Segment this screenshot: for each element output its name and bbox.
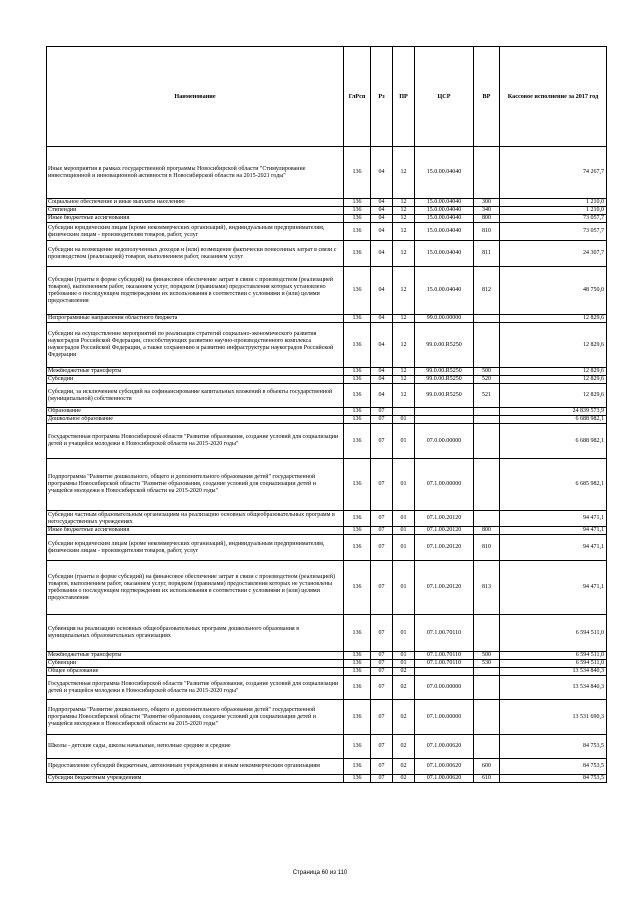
cell-vr: 811 bbox=[474, 241, 500, 267]
table-row bbox=[47, 376, 607, 384]
budget-table-sheet bbox=[46, 46, 606, 783]
cell-name: Школы - детские сады, школы начальные, неполные средние и средние bbox=[47, 735, 344, 759]
cell-csr: 15.0.00.04040 bbox=[415, 207, 474, 215]
cell-csr: 99.0.00.R5250 bbox=[415, 384, 474, 408]
cell-name: Дошкольное образование bbox=[47, 416, 344, 424]
cell-vr bbox=[474, 459, 500, 511]
cell-rz: 07 bbox=[371, 660, 393, 668]
cell-name: Субсидии юридическим лицам (кроме некоммерческих организаций), индивидуальным предпринимателям, физическим лицам - производителям товаров, работ, услуг bbox=[47, 535, 344, 561]
cell-pr: 12 bbox=[393, 323, 415, 368]
cell-rz: 07 bbox=[371, 561, 393, 615]
cell-csr: 07.0.00.00000 bbox=[415, 424, 474, 459]
cell-csr: 15.0.00.04040 bbox=[415, 241, 474, 267]
cell-name: Иные мероприятия в рамках государственной программы Новосибирской области "Стимулирование инвестиционной и инновационной активности в Новосибирской области на 2015-2021 годы" bbox=[47, 147, 344, 199]
cell-amount: 6 688 982,1 bbox=[500, 416, 607, 424]
cell-glrsp: 136 bbox=[344, 615, 371, 652]
cell-rz: 07 bbox=[371, 700, 393, 735]
cell-rz: 04 bbox=[371, 207, 393, 215]
cell-vr bbox=[474, 700, 500, 735]
cell-vr bbox=[474, 668, 500, 676]
table-row bbox=[47, 527, 607, 535]
cell-rz: 07 bbox=[371, 408, 393, 416]
table-row bbox=[47, 775, 607, 783]
cell-pr: 12 bbox=[393, 376, 415, 384]
cell-glrsp: 136 bbox=[344, 267, 371, 315]
cell-csr: 07.1.00.70110 bbox=[415, 660, 474, 668]
cell-rz: 04 bbox=[371, 215, 393, 223]
cell-amount: 94 471,1 bbox=[500, 511, 607, 527]
cell-vr bbox=[474, 147, 500, 199]
table-row bbox=[47, 215, 607, 223]
cell-amount: 24 307,7 bbox=[500, 241, 607, 267]
header-rz: Рз bbox=[371, 47, 393, 147]
cell-rz: 07 bbox=[371, 459, 393, 511]
table-row bbox=[47, 267, 607, 315]
cell-rz: 07 bbox=[371, 535, 393, 561]
table-row bbox=[47, 759, 607, 775]
cell-amount: 73 057,7 bbox=[500, 223, 607, 241]
cell-amount: 13 534 840,3 bbox=[500, 676, 607, 700]
cell-csr: 07.1.00.20120 bbox=[415, 535, 474, 561]
table-row bbox=[47, 315, 607, 323]
budget-execution-table bbox=[46, 46, 607, 783]
cell-rz: 04 bbox=[371, 323, 393, 368]
cell-amount: 94 471,1 bbox=[500, 535, 607, 561]
cell-rz: 07 bbox=[371, 668, 393, 676]
cell-vr: 340 bbox=[474, 207, 500, 215]
cell-vr: 610 bbox=[474, 775, 500, 783]
cell-glrsp: 136 bbox=[344, 660, 371, 668]
cell-name: Субсидии (гранты в форме субсидий) на финансовое обеспечение затрат в связи с производством (реализацией) товаров, выполнением работ, оказанием услуг, порядком (правилами) предоставления которых не установлены требования о последующем подтверждении их использования в соответствии с условиями и (или) целями предоставления bbox=[47, 561, 344, 615]
cell-vr bbox=[474, 511, 500, 527]
cell-pr: 12 bbox=[393, 223, 415, 241]
cell-csr bbox=[415, 668, 474, 676]
cell-name: Межбюджетные трансферты bbox=[47, 368, 344, 376]
table-row bbox=[47, 676, 607, 700]
cell-amount: 6 688 982,1 bbox=[500, 424, 607, 459]
cell-pr: 01 bbox=[393, 416, 415, 424]
header-pr: ПР bbox=[393, 47, 415, 147]
cell-csr: 07.1.00.00000 bbox=[415, 459, 474, 511]
cell-csr: 07.1.00.70110 bbox=[415, 615, 474, 652]
cell-pr: 01 bbox=[393, 424, 415, 459]
table-row bbox=[47, 700, 607, 735]
cell-glrsp: 136 bbox=[344, 735, 371, 759]
cell-name: Иные бюджетные ассигнования bbox=[47, 527, 344, 535]
table-row bbox=[47, 199, 607, 207]
cell-pr: 01 bbox=[393, 615, 415, 652]
cell-name: Субсидии (гранты в форме субсидий) на финансовое обеспечение затрат в связи с производством (реализацией товаров), выполнением работ, оказанием услуг, порядком (правилами) предоставления которых установлено требование о последующем подтверждении их использования в соответствии с условиями и (или) целями предоставления bbox=[47, 267, 344, 315]
cell-csr: 07.1.00.20120 bbox=[415, 561, 474, 615]
cell-pr: 12 bbox=[393, 315, 415, 323]
table-row bbox=[47, 668, 607, 676]
cell-name: Подпрограмма "Развитие дошкольного, общего и дополнительного образования детей" государственной программы Новосибирской области "Развитие образования, создание условий для социализации детей и учащейся молодежи в Новосибирской области на 2015-2020 годы" bbox=[47, 700, 344, 735]
cell-pr: 02 bbox=[393, 700, 415, 735]
cell-pr: 01 bbox=[393, 527, 415, 535]
cell-vr: 600 bbox=[474, 759, 500, 775]
cell-amount: 1 210,0 bbox=[500, 199, 607, 207]
cell-rz: 04 bbox=[371, 267, 393, 315]
cell-name: Субсидии бюджетным учреждениям bbox=[47, 775, 344, 783]
table-row bbox=[47, 660, 607, 668]
cell-glrsp: 136 bbox=[344, 408, 371, 416]
cell-csr: 07.1.00.70110 bbox=[415, 652, 474, 660]
cell-name: Субсидии частным образовательным организациям на реализацию основных общеобразовательных программ в негосударственных учреждениях bbox=[47, 511, 344, 527]
cell-pr: 01 bbox=[393, 660, 415, 668]
cell-csr: 07.1.00.00620 bbox=[415, 735, 474, 759]
cell-glrsp: 136 bbox=[344, 535, 371, 561]
cell-vr bbox=[474, 424, 500, 459]
cell-amount: 6 594 511,0 bbox=[500, 615, 607, 652]
cell-pr: 12 bbox=[393, 267, 415, 315]
cell-csr bbox=[415, 408, 474, 416]
cell-vr bbox=[474, 416, 500, 424]
table-row bbox=[47, 615, 607, 652]
cell-rz: 04 bbox=[371, 223, 393, 241]
cell-glrsp: 136 bbox=[344, 527, 371, 535]
table-row bbox=[47, 384, 607, 408]
cell-vr bbox=[474, 315, 500, 323]
cell-vr: 813 bbox=[474, 561, 500, 615]
cell-rz: 04 bbox=[371, 368, 393, 376]
cell-name: Субсидии на возмещение недополученных доходов и (или) возмещение фактически понесенных затрат в связи с производством (реализацией) товаров, выполнением работ, оказанием услуг bbox=[47, 241, 344, 267]
cell-rz: 07 bbox=[371, 527, 393, 535]
table-row bbox=[47, 207, 607, 215]
cell-glrsp: 136 bbox=[344, 241, 371, 267]
cell-csr: 99.0.00.R5250 bbox=[415, 323, 474, 368]
cell-amount: 12 829,6 bbox=[500, 323, 607, 368]
cell-glrsp: 136 bbox=[344, 147, 371, 199]
cell-csr: 07.1.00.00620 bbox=[415, 759, 474, 775]
cell-csr: 15.0.00.04040 bbox=[415, 199, 474, 207]
cell-amount: 13 534 840,3 bbox=[500, 668, 607, 676]
page-footer: Страница 60 из 110 bbox=[292, 870, 348, 876]
table-row bbox=[47, 241, 607, 267]
cell-pr: 12 bbox=[393, 241, 415, 267]
cell-glrsp: 136 bbox=[344, 511, 371, 527]
cell-pr: 12 bbox=[393, 368, 415, 376]
cell-vr: 300 bbox=[474, 199, 500, 207]
cell-rz: 04 bbox=[371, 384, 393, 408]
header-vr: ВР bbox=[474, 47, 500, 147]
table-row bbox=[47, 735, 607, 759]
cell-glrsp: 136 bbox=[344, 700, 371, 735]
table-row bbox=[47, 424, 607, 459]
cell-glrsp: 136 bbox=[344, 199, 371, 207]
cell-glrsp: 136 bbox=[344, 561, 371, 615]
cell-pr: 01 bbox=[393, 459, 415, 511]
cell-glrsp: 136 bbox=[344, 368, 371, 376]
cell-csr: 07.1.00.00620 bbox=[415, 775, 474, 783]
header-csr: ЦСР bbox=[415, 47, 474, 147]
cell-vr: 500 bbox=[474, 652, 500, 660]
cell-amount: 84 753,5 bbox=[500, 759, 607, 775]
cell-pr: 12 bbox=[393, 199, 415, 207]
cell-vr: 521 bbox=[474, 384, 500, 408]
cell-csr: 15.0.00.04040 bbox=[415, 215, 474, 223]
cell-vr bbox=[474, 323, 500, 368]
header-amount: Кассовое исполнение за 2017 год bbox=[500, 47, 607, 147]
cell-name: Субсидии bbox=[47, 376, 344, 384]
cell-name: Субсидии, за исключением субсидий на софинансирование капитальных вложений в объекты государственной (муниципальной) собственности bbox=[47, 384, 344, 408]
cell-rz: 07 bbox=[371, 735, 393, 759]
cell-glrsp: 136 bbox=[344, 376, 371, 384]
cell-rz: 07 bbox=[371, 424, 393, 459]
cell-glrsp: 136 bbox=[344, 775, 371, 783]
cell-glrsp: 136 bbox=[344, 384, 371, 408]
cell-csr: 15.0.00.04040 bbox=[415, 223, 474, 241]
cell-rz: 07 bbox=[371, 511, 393, 527]
cell-vr: 810 bbox=[474, 223, 500, 241]
cell-amount: 94 471,1 bbox=[500, 527, 607, 535]
cell-glrsp: 136 bbox=[344, 207, 371, 215]
cell-pr: 02 bbox=[393, 775, 415, 783]
cell-amount: 94 471,1 bbox=[500, 561, 607, 615]
cell-name: Государственная программа Новосибирской области "Развитие образования, создание условий для социализации детей и учащейся молодежи в Новосибирской области на 2015-2020 годы" bbox=[47, 676, 344, 700]
cell-name: Субвенция на реализацию основных общеобразовательных программ дошкольного образования в муниципальных образовательных организациях bbox=[47, 615, 344, 652]
cell-vr bbox=[474, 676, 500, 700]
cell-vr bbox=[474, 735, 500, 759]
table-row bbox=[47, 535, 607, 561]
cell-name: Субсидии на осуществление мероприятий по реализации стратегий социально-экономического развития наукоградов Российской Федерации, способствующих развитию научно-производственного комплекса наукоградов Российской Федерации, а также сохранению и развитию инфраструктуры наукоградов Российской Федерации bbox=[47, 323, 344, 368]
cell-pr: 12 bbox=[393, 147, 415, 199]
cell-glrsp: 136 bbox=[344, 215, 371, 223]
cell-vr: 530 bbox=[474, 660, 500, 668]
cell-name: Иные бюджетные ассигнования bbox=[47, 215, 344, 223]
cell-glrsp: 136 bbox=[344, 424, 371, 459]
cell-rz: 04 bbox=[371, 315, 393, 323]
cell-rz: 07 bbox=[371, 416, 393, 424]
cell-pr: 02 bbox=[393, 676, 415, 700]
cell-amount: 1 210,0 bbox=[500, 207, 607, 215]
cell-rz: 04 bbox=[371, 376, 393, 384]
cell-pr: 01 bbox=[393, 535, 415, 561]
cell-name: Непрограммные направления областного бюджета bbox=[47, 315, 344, 323]
cell-rz: 07 bbox=[371, 676, 393, 700]
cell-pr: 01 bbox=[393, 511, 415, 527]
table-row bbox=[47, 147, 607, 199]
cell-vr: 810 bbox=[474, 535, 500, 561]
cell-name: Подпрограмма "Развитие дошкольного, общего и дополнительного образования детей" государственной программы Новосибирской области "Развитие образования, создание условий для социализации детей и учащейся молодежи в Новосибирской области на 2015-2020 годы" bbox=[47, 459, 344, 511]
cell-glrsp: 136 bbox=[344, 676, 371, 700]
cell-csr: 07.1.00.00000 bbox=[415, 700, 474, 735]
cell-pr: 01 bbox=[393, 561, 415, 615]
cell-vr: 800 bbox=[474, 215, 500, 223]
cell-rz: 04 bbox=[371, 147, 393, 199]
cell-glrsp: 136 bbox=[344, 416, 371, 424]
cell-glrsp: 136 bbox=[344, 323, 371, 368]
cell-name: Образование bbox=[47, 408, 344, 416]
cell-pr: 02 bbox=[393, 759, 415, 775]
cell-amount: 12 829,6 bbox=[500, 368, 607, 376]
cell-pr: 12 bbox=[393, 215, 415, 223]
cell-rz: 07 bbox=[371, 652, 393, 660]
cell-amount: 84 753,5 bbox=[500, 775, 607, 783]
cell-pr: 01 bbox=[393, 652, 415, 660]
table-row bbox=[47, 323, 607, 368]
cell-vr bbox=[474, 408, 500, 416]
cell-csr: 99.0.00.00000 bbox=[415, 315, 474, 323]
cell-csr: 15.0.00.04040 bbox=[415, 267, 474, 315]
cell-pr: 02 bbox=[393, 735, 415, 759]
cell-csr: 07.1.00.20120 bbox=[415, 511, 474, 527]
cell-glrsp: 136 bbox=[344, 459, 371, 511]
cell-name: Стипендии bbox=[47, 207, 344, 215]
cell-pr: 12 bbox=[393, 384, 415, 408]
table-body bbox=[47, 147, 607, 783]
cell-amount: 12 829,6 bbox=[500, 376, 607, 384]
cell-glrsp: 136 bbox=[344, 759, 371, 775]
cell-glrsp: 136 bbox=[344, 223, 371, 241]
cell-amount: 12 829,6 bbox=[500, 384, 607, 408]
table-row bbox=[47, 223, 607, 241]
cell-vr: 500 bbox=[474, 368, 500, 376]
cell-name: Субсидии юридическим лицам (кроме некоммерческих организаций), индивидуальным предпринимателям, физическим лицам - производителям товаров, работ, услуг bbox=[47, 223, 344, 241]
cell-glrsp: 136 bbox=[344, 668, 371, 676]
cell-rz: 04 bbox=[371, 241, 393, 267]
cell-csr: 15.0.00.04040 bbox=[415, 147, 474, 199]
cell-amount: 6 685 982,1 bbox=[500, 459, 607, 511]
cell-name: Межбюджетные трансферты bbox=[47, 652, 344, 660]
cell-glrsp: 136 bbox=[344, 652, 371, 660]
table-header-row bbox=[47, 47, 607, 147]
header-name: Наименование bbox=[47, 47, 344, 147]
cell-vr: 800 bbox=[474, 527, 500, 535]
cell-csr: 07.0.00.00000 bbox=[415, 676, 474, 700]
cell-name: Предоставление субсидий бюджетным, автономным учреждениям и иным некоммерческим организациям bbox=[47, 759, 344, 775]
table-row bbox=[47, 652, 607, 660]
cell-csr bbox=[415, 416, 474, 424]
table-row bbox=[47, 511, 607, 527]
cell-pr: 02 bbox=[393, 668, 415, 676]
cell-vr: 812 bbox=[474, 267, 500, 315]
cell-amount: 13 531 690,3 bbox=[500, 700, 607, 735]
cell-amount: 6 594 511,0 bbox=[500, 660, 607, 668]
cell-rz: 04 bbox=[371, 199, 393, 207]
cell-glrsp: 136 bbox=[344, 315, 371, 323]
table-row bbox=[47, 416, 607, 424]
cell-csr: 99.0.00.R5250 bbox=[415, 368, 474, 376]
cell-pr bbox=[393, 408, 415, 416]
cell-amount: 48 750,0 bbox=[500, 267, 607, 315]
header-glrsp: ГлРсп bbox=[344, 47, 371, 147]
cell-name: Субвенции bbox=[47, 660, 344, 668]
table-row bbox=[47, 459, 607, 511]
cell-amount: 6 594 511,0 bbox=[500, 652, 607, 660]
cell-csr: 99.0.00.R5250 bbox=[415, 376, 474, 384]
cell-amount: 24 839 573,9 bbox=[500, 408, 607, 416]
table-row bbox=[47, 408, 607, 416]
cell-amount: 73 057,7 bbox=[500, 215, 607, 223]
cell-name: Государственная программа Новосибирской области "Развитие образования, создание условий для социализации детей и учащейся молодежи в Новосибирской области на 2015-2020 годы" bbox=[47, 424, 344, 459]
cell-amount: 12 829,6 bbox=[500, 315, 607, 323]
cell-rz: 07 bbox=[371, 759, 393, 775]
cell-pr: 12 bbox=[393, 207, 415, 215]
cell-rz: 07 bbox=[371, 775, 393, 783]
table-row bbox=[47, 368, 607, 376]
cell-csr: 07.1.00.20120 bbox=[415, 527, 474, 535]
cell-amount: 84 753,5 bbox=[500, 735, 607, 759]
cell-name: Общее образование bbox=[47, 668, 344, 676]
cell-amount: 74 267,7 bbox=[500, 147, 607, 199]
table-row bbox=[47, 561, 607, 615]
cell-rz: 07 bbox=[371, 615, 393, 652]
cell-vr bbox=[474, 615, 500, 652]
cell-name: Социальное обеспечение и иные выплаты населению bbox=[47, 199, 344, 207]
cell-vr: 520 bbox=[474, 376, 500, 384]
